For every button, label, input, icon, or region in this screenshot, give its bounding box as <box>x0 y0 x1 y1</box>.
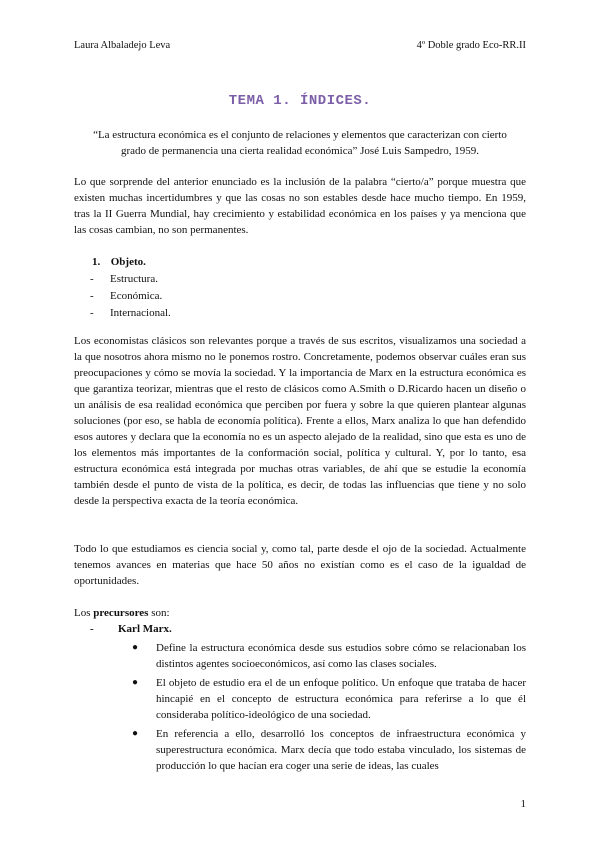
objeto-heading-text: Objeto. <box>110 256 146 268</box>
dash-marker: - <box>90 273 94 285</box>
precursores-suffix: son: <box>148 607 170 619</box>
list-item <box>74 305 526 322</box>
bullet-item <box>130 726 526 774</box>
bullet-icon: ● <box>132 677 139 688</box>
precursores-line <box>74 605 526 621</box>
paragraph-clasicos: Los economistas clásicos son relevantes porque a través de sus escritos, visualizamos una sociedad a la que nosotros ahora mismo no le ponemos rostro. Concretamente, podemos observar cuáles eran sus preocupaciones y cómo se movía la sociedad. Y la importancia de Marx en la estructura económica es que garantiza teorizar, mientras que el resto de clásicos como A.Smith o D.Ricardo hacen un diseño o un análisis de esa realidad económica que perciben por fuera y sobre la que quieren plantear algunas soluciones (por eso, se habla de economía política). Frente a ellos, Marx analiza lo que han defendido esos autores y declara que la economía no es un aspecto alejado de la realidad, sino que esta es uno de los elementos más importantes de la conformación social, política y cultural. Y, por lo tanto, esa estructura económica está integrada por muchas otras variables, de ahí que se estudie la economía también desde el punto de vista de la política, es decir, de todas las influencias que tiene y no solo desde la perspectiva exacta de la teoría económica. <box>74 335 526 507</box>
objeto-number: 1. <box>92 256 101 268</box>
bullet-text: El objeto de estudio era el de un enfoque político. Un enfoque que trataba de hacer hincapié en el concepto de estructura económica para referirse a lo que él consideraba político-ideológico de una sociedad. <box>156 677 526 721</box>
bullet-text: En referencia a ello, desarrolló los conceptos de infraestructura económica y superestructura económica. Marx decía que todo estaba vinculado, los sistemas de producción lo que hacían era coger una serie de ideas, las cuales <box>156 728 526 772</box>
header-course: 4º Doble grado Eco-RR.II <box>416 40 526 51</box>
paragraph-ciencia-social: Todo lo que estudiamos es ciencia social y, como tal, parte desde el ojo de la sociedad. Actualmente tenemos avances en materias que hace 50 años no existían como es el caso de la igualdad de oportunidades. <box>74 543 526 587</box>
precursores-bold: precursores <box>93 607 149 619</box>
marx-bullet-list <box>130 640 526 777</box>
dash-marker: - <box>90 307 94 319</box>
page-number: 1 <box>520 798 526 810</box>
dash-marker: - <box>90 623 94 635</box>
paragraph-intro: Lo que sorprende del anterior enunciado es la inclusión de la palabra “cierto/a” porque muestra que existen muchas incertidumbres y que las cosas no son estables desde hace mucho tiempo. En 1959, tras la II Guerra Mundial, hay crecimiento y estabilidad económica en los países y ya menciona que las cosas cambian, no son permanentes. <box>74 176 526 236</box>
page-title: TEMA 1. ÍNDICES. <box>228 93 372 109</box>
precursores-prefix: Los <box>74 607 94 619</box>
bullet-text: Define la estructura económica desde sus estudios sobre cómo se relacionaban los distintos agentes socioeconómicos, así como las clases sociales. <box>156 642 526 670</box>
quote: “La estructura económica es el conjunto de relaciones y elementos que caracterizan con cierto grado de permanencia una cierta realidad económica” José Luis Sampedro, 1959. <box>93 129 507 157</box>
list-item <box>74 288 526 305</box>
list-item-text: Internacional. <box>110 307 171 319</box>
header-author: Laura Albaladejo Leva <box>74 40 171 51</box>
dash-marker: - <box>90 290 94 302</box>
bullet-item <box>130 640 526 672</box>
objeto-heading <box>74 254 526 271</box>
marx-name: Karl Marx. <box>118 623 172 635</box>
bullet-item <box>130 675 526 723</box>
list-item-text: Económica. <box>110 290 163 302</box>
list-item-text: Estructura. <box>110 273 158 285</box>
bullet-icon: ● <box>132 728 139 739</box>
list-item <box>74 271 526 288</box>
objeto-section <box>74 254 526 322</box>
bullet-icon: ● <box>132 642 139 653</box>
marx-heading <box>90 623 172 635</box>
